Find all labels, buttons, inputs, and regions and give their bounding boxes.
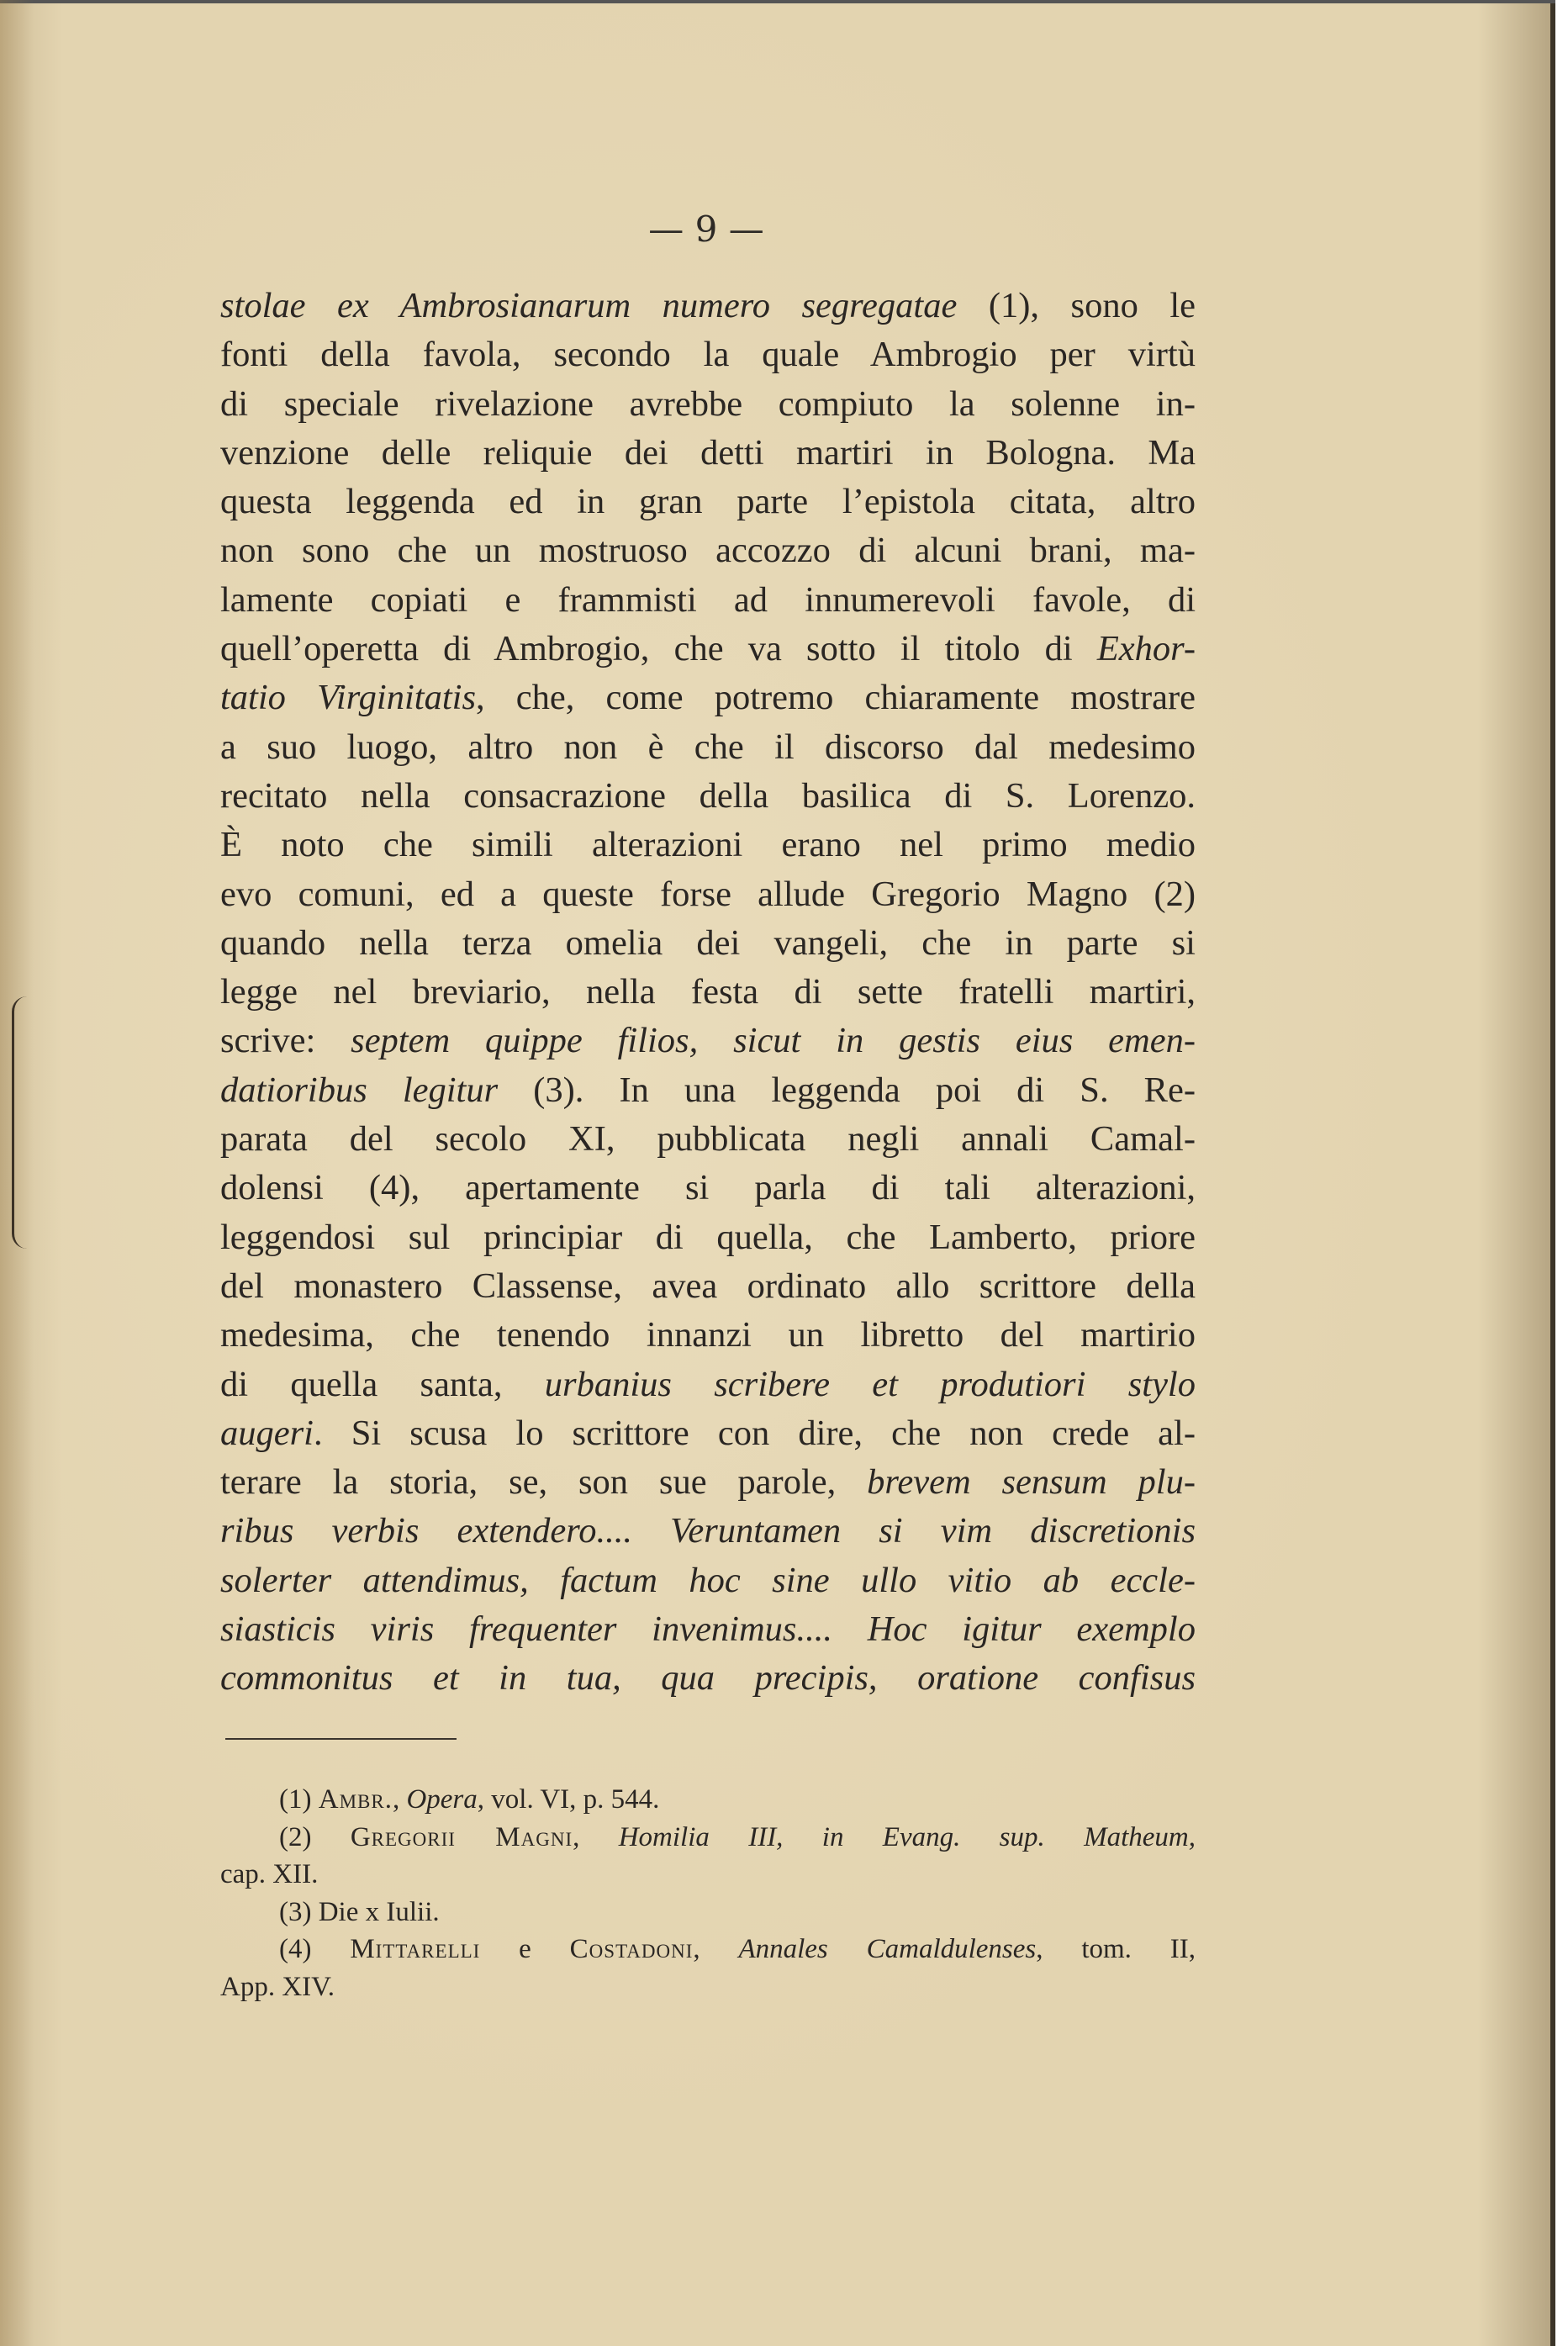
- body-line: [220, 1066, 1196, 1115]
- footnote-text: , tom. II,: [1036, 1934, 1196, 1964]
- footnote-text: (1): [279, 1784, 319, 1815]
- italic-text: septem quippe filios, sicut in gestis eius emen-: [351, 1021, 1196, 1061]
- footnote-text: (4): [279, 1934, 351, 1964]
- italic-text: datioribus legitur: [220, 1070, 499, 1110]
- footnote-text: ,: [392, 1784, 407, 1815]
- footnote-text: , vol. VI, p. 544.: [477, 1784, 660, 1815]
- roman-text: medesima, che tenendo innanzi un libretto del martirio: [220, 1315, 1196, 1355]
- roman-text: (3). In una leggenda poi di S. Re-: [498, 1070, 1196, 1110]
- footnote-text: ,: [573, 1821, 619, 1852]
- footnote-text: ,: [693, 1934, 739, 1964]
- body-line: [220, 723, 1196, 772]
- footnote-text: Homilia III, in Evang. sup. Matheum,: [618, 1821, 1196, 1852]
- body-line: [220, 576, 1196, 625]
- roman-text: non sono che un mostruoso accozzo di alcuni brani, ma-: [220, 531, 1196, 571]
- roman-text: fonti della favola, secondo la quale Ambrogio per virtù: [220, 335, 1196, 375]
- body-line: [220, 1556, 1196, 1605]
- body-line: [220, 282, 1196, 330]
- page-number: — 9 —: [648, 209, 764, 250]
- italic-text: augeri: [220, 1413, 314, 1453]
- footnote-line: [220, 1819, 1196, 1857]
- italic-text: siasticis viris frequenter invenimus.... Hoc igitur exemplo: [220, 1609, 1196, 1650]
- roman-text: , che, come potremo chiaramente mostrare: [475, 678, 1196, 718]
- body-line: [220, 526, 1196, 575]
- body-line: [220, 1017, 1196, 1065]
- body-line: [220, 1605, 1196, 1654]
- body-line: [220, 1262, 1196, 1311]
- body-line: [220, 821, 1196, 869]
- body-line: [220, 1311, 1196, 1360]
- body-line: [220, 870, 1196, 919]
- footnote-text: Ambr.: [318, 1784, 393, 1815]
- body-line: [220, 1361, 1196, 1409]
- italic-text: brevem sensum plu-: [867, 1462, 1196, 1503]
- roman-text: parata del secolo XI, pubblicata negli annali Camal-: [220, 1119, 1196, 1160]
- roman-text: di speciale rivelazione avrebbe compiuto la solenne in-: [220, 383, 1196, 424]
- body-line: [220, 625, 1196, 674]
- body-line: [220, 380, 1196, 429]
- roman-text: terare la storia, se, son sue parole,: [220, 1462, 868, 1503]
- body-line: [220, 968, 1196, 1017]
- roman-text: venzione delle reliquie dei detti martiri in Bologna. Ma: [220, 432, 1196, 473]
- footnote-line: [220, 1894, 1196, 1931]
- body-line: [220, 919, 1196, 968]
- roman-text: a suo luogo, altro non è che il discorso dal medesimo: [220, 727, 1196, 767]
- body-line: [220, 1115, 1196, 1164]
- body-line: [220, 429, 1196, 478]
- footnote-text: App. XIV.: [220, 1971, 335, 2002]
- footnote-text: (2): [279, 1821, 351, 1852]
- roman-text: quell’operetta di Ambrogio, che va sotto il titolo di: [220, 629, 1097, 669]
- roman-text: leggendosi sul principiar di quella, che Lamberto, priore: [220, 1217, 1196, 1257]
- roman-text: lamente copiati e frammisti ad innumerevoli favole, di: [220, 579, 1196, 620]
- roman-text: recitato nella consacrazione della basilica di S. Lorenzo.: [220, 775, 1196, 816]
- footnote-text: Annales Camaldulenses: [738, 1934, 1037, 1964]
- body-line: [220, 1213, 1196, 1262]
- body-line: [220, 1409, 1196, 1458]
- roman-text: del monastero Classense, avea ordinato allo scrittore della: [220, 1265, 1196, 1306]
- footnote-text: (3) Die x Iulii.: [279, 1896, 440, 1927]
- roman-text: scrive:: [220, 1021, 351, 1061]
- italic-text: commonitus et in tua, qua precipis, oratione confisus: [220, 1658, 1196, 1699]
- italic-text: Exhor-: [1096, 629, 1196, 669]
- footnotes: [220, 1781, 1196, 2005]
- footnote-line: [220, 1968, 1196, 2006]
- roman-text: (1), sono le: [957, 286, 1196, 325]
- roman-text: quando nella terza omelia dei vangeli, che in parte si: [220, 922, 1196, 963]
- roman-text: dolensi (4), apertamente si parla di tali alterazioni,: [220, 1168, 1196, 1208]
- italic-text: solerter attendimus, factum hoc sine ullo vitio ab eccle-: [220, 1560, 1196, 1600]
- italic-text: stolae ex Ambrosianarum numero segregatae: [220, 286, 958, 325]
- roman-text: . Si scusa lo scrittore con dire, che non crede al-: [313, 1413, 1196, 1453]
- footnote-line: [220, 1856, 1196, 1894]
- roman-text: di quella santa,: [220, 1364, 545, 1404]
- footnote-line: [220, 1931, 1196, 1968]
- italic-text: ribus verbis extendero.... Veruntamen si vim discretionis: [220, 1511, 1196, 1551]
- footnote-text: Mittarelli: [350, 1934, 481, 1964]
- footnote-line: [220, 1781, 1196, 1819]
- binding-thread-mark: [12, 996, 38, 1249]
- roman-text: evo comuni, ed a queste forse allude Gregorio Magno (2): [220, 874, 1196, 914]
- footnote-text: Opera: [406, 1784, 478, 1815]
- body-line: [220, 478, 1196, 526]
- body-line: [220, 1654, 1196, 1703]
- footnote-separator: [225, 1738, 457, 1740]
- italic-text: urbanius scribere et produtiori stylo: [544, 1364, 1196, 1404]
- body-line: [220, 1458, 1196, 1507]
- body-line: [220, 330, 1196, 379]
- roman-text: legge nel breviario, nella festa di sette fratelli martiri,: [220, 972, 1196, 1012]
- roman-text: questa leggenda ed in gran parte l’epistola citata, altro: [220, 482, 1196, 522]
- footnote-text: Gregorii Magni: [350, 1821, 573, 1852]
- body-line: [220, 1164, 1196, 1213]
- body-text: [220, 282, 1196, 1704]
- body-line: [220, 674, 1196, 722]
- footnote-text: cap. XII.: [220, 1859, 319, 1889]
- footnote-text: Costadoni: [569, 1934, 694, 1964]
- roman-text: È noto che simili alterazioni erano nel primo medio: [220, 825, 1196, 865]
- footnote-text: e: [480, 1934, 570, 1964]
- body-line: [220, 772, 1196, 821]
- italic-text: tatio Virginitatis: [220, 678, 476, 718]
- body-line: [220, 1507, 1196, 1556]
